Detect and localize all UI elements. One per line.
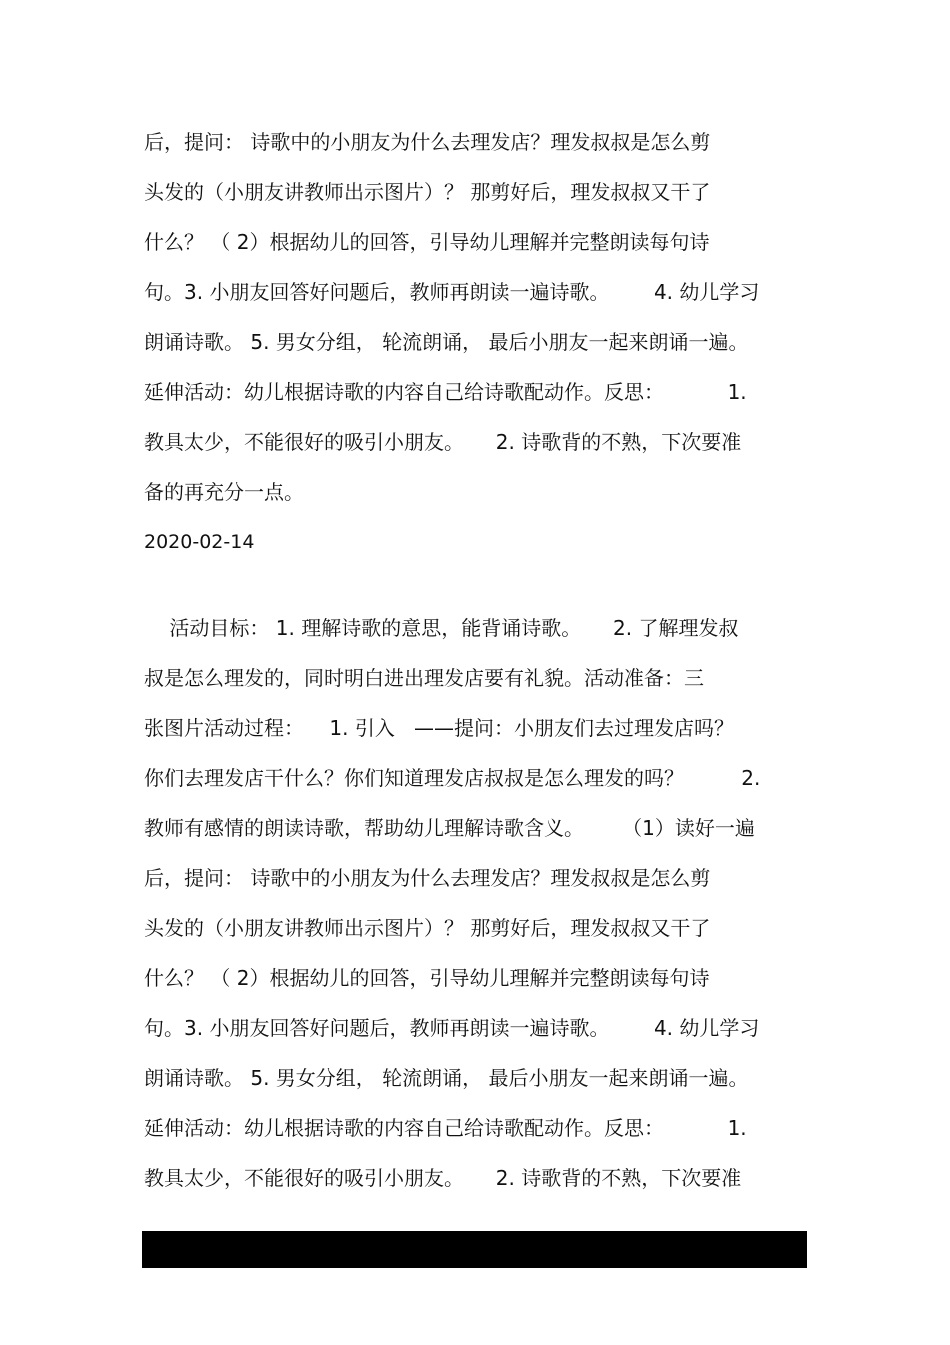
text-line: 教具太少，不能很好的吸引小朋友。 2. 诗歌背的不熟，下次要准 (144, 1166, 742, 1190)
text-line: 头发的（小朋友讲教师出示图片）？ 那剪好后，理发叔叔又干了 (144, 916, 711, 940)
text-line: 头发的（小朋友讲教师出示图片）？ 那剪好后，理发叔叔又干了 (144, 180, 711, 204)
text-line: 朗诵诗歌。 5. 男女分组， 轮流朗诵， 最后小朋友一起来朗诵一遍。 (144, 330, 749, 354)
document-date: 2020-02-14 (144, 531, 255, 553)
text-line: 你们去理发店干什么？你们知道理发店叔叔是怎么理发的吗？ 2. (144, 766, 761, 790)
text-line: 后，提问： 诗歌中的小朋友为什么去理发店？理发叔叔是怎么剪 (144, 130, 711, 154)
text-line: 朗诵诗歌。 5. 男女分组， 轮流朗诵， 最后小朋友一起来朗诵一遍。 (144, 1066, 749, 1090)
text-line: 延伸活动：幼儿根据诗歌的内容自己给诗歌配动作。反思： 1. (144, 380, 747, 404)
text-line: 叔是怎么理发的，同时明白进出理发店要有礼貌。活动准备：三 (144, 666, 704, 690)
text-line: 教师有感情的朗读诗歌，帮助幼儿理解诗歌含义。 （1）读好一遍 (144, 816, 755, 840)
text-line: 什么？ （ 2）根据幼儿的回答，引导幼儿理解并完整朗读每句诗 (144, 230, 710, 254)
text-line: 句。3. 小朋友回答好问题后，教师再朗读一遍诗歌。 4. 幼儿学习 (144, 280, 760, 304)
text-line: 后，提问： 诗歌中的小朋友为什么去理发店？理发叔叔是怎么剪 (144, 866, 711, 890)
text-line: 教具太少，不能很好的吸引小朋友。 2. 诗歌背的不熟，下次要准 (144, 430, 742, 454)
text-line: 句。3. 小朋友回答好问题后，教师再朗读一遍诗歌。 4. 幼儿学习 (144, 1016, 760, 1040)
text-line: 张图片活动过程： 1. 引入 ——提问：小朋友们去过理发店吗？ (144, 716, 734, 740)
text-line: 延伸活动：幼儿根据诗歌的内容自己给诗歌配动作。反思： 1. (144, 1116, 747, 1140)
text-line: 什么？ （ 2）根据幼儿的回答，引导幼儿理解并完整朗读每句诗 (144, 966, 710, 990)
black-bar (142, 1231, 807, 1268)
text-line: 备的再充分一点。 (144, 480, 304, 504)
text-line: 活动目标： 1. 理解诗歌的意思，能背诵诗歌。 2. 了解理发叔 (144, 616, 739, 640)
